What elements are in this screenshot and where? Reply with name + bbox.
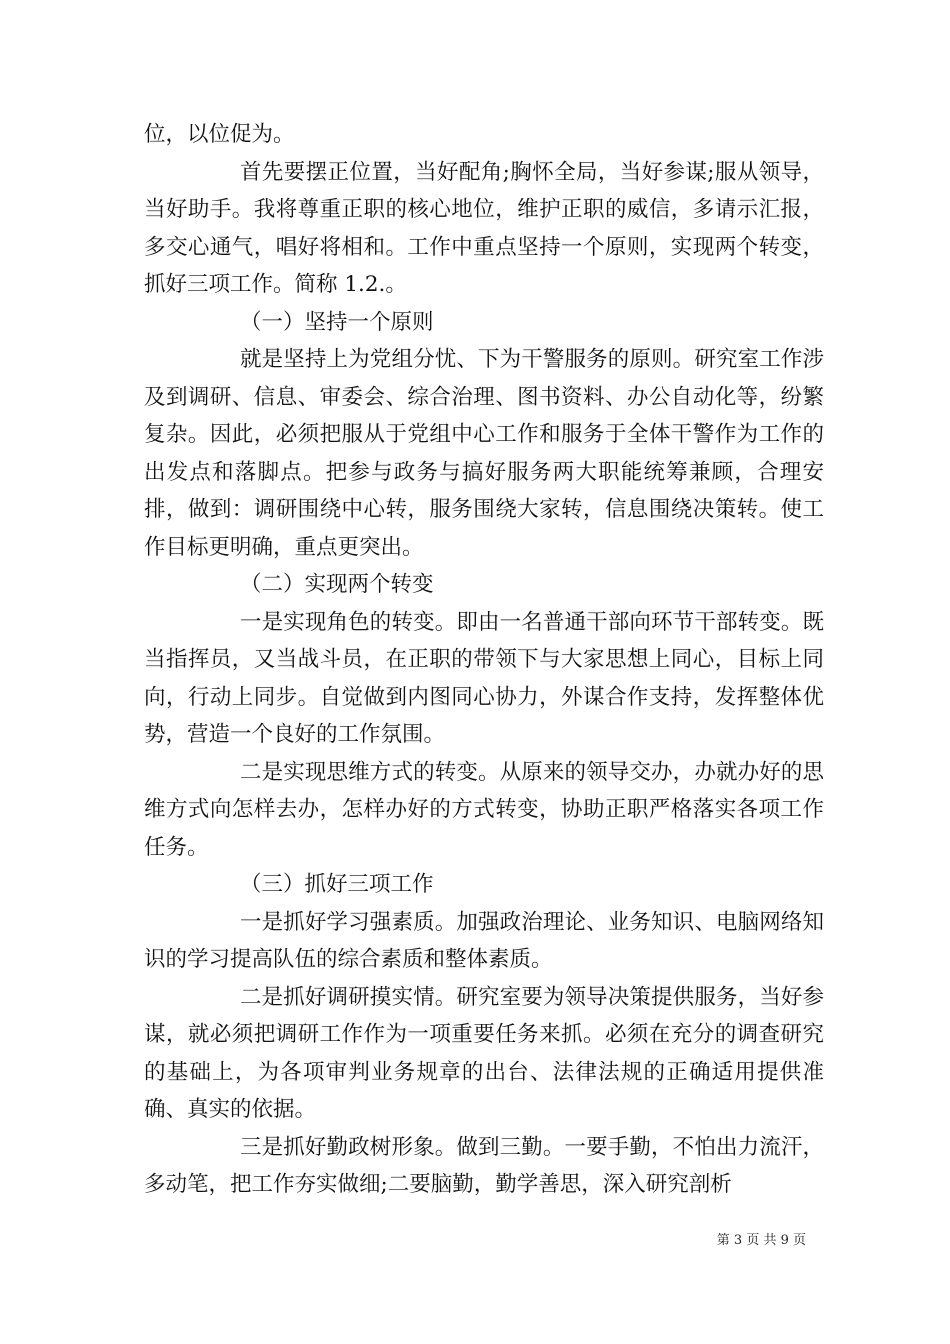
body-text (144, 116, 824, 1204)
paragraph-8: 三是抓好勤政树形象。做到三勤。一要手勤，不怕出力流汗，多动笔，把工作夯实做细;二要脑勤，勤学善思，深入研究剖析 (144, 1134, 824, 1197)
section-heading-1: （一）坚持一个原则 (240, 309, 434, 335)
paragraph-2: 首先要摆正位置，当好配角;胸怀全局，当好参谋;服从领导，当好助手。我将尊重正职的核心地位，维护正职的威信，多请示汇报，多交心通气，唱好将相和。工作中重点坚持一个原则，实现两个转变，抓好三项工作。简称 1.2.。 (144, 159, 824, 297)
paragraph-1: 位，以位促为。 (144, 122, 295, 147)
paragraph-5: 二是实现思维方式的转变。从原来的领导交办，办就办好的思维方式向怎样去办，怎样办好的方式转变，协助正职严格落实各项工作任务。 (144, 759, 824, 860)
paragraph-6: 一是抓好学习强素质。加强政治理论、业务知识、电脑网络知识的学习提高队伍的综合素质和整体素质。 (144, 909, 824, 972)
paragraph-3: 就是坚持上为党组分忧、下为干警服务的原则。研究室工作涉及到调研、信息、审委会、综合治理、图书资料、办公自动化等，纷繁复杂。因此，必须把服从于党组中心工作和服务于全体干警作为工作的出发点和落脚点。把参与政务与搞好服务两大职能统筹兼顾，合理安排，做到：调研围绕中心转，服务围绕大家转，信息围绕决策转。使工作目标更明确，重点更突出。 (144, 347, 824, 560)
section-heading-3: （三）抓好三项工作 (240, 872, 434, 897)
section-heading-2: （二）实现两个转变 (240, 572, 434, 597)
paragraph-7: 二是抓好调研摸实情。研究室要为领导决策提供服务，当好参谋，就必须把调研工作作为一项重要任务来抓。必须在充分的调查研究的基础上，为各项审判业务规章的出台、法律法规的正确适用提供准确、真实的依据。 (144, 984, 824, 1122)
paragraph-4: 一是实现角色的转变。即由一名普通干部向环节干部转变。既当指挥员，又当战斗员，在正职的带领下与大家思想上同心，目标上同向，行动上同步。自觉做到内图同心协力，外谋合作支持，发挥整体优势，营造一个良好的工作氛围。 (144, 609, 824, 747)
page-number-footer: 第 3 页 共 9 页 (716, 1233, 806, 1248)
